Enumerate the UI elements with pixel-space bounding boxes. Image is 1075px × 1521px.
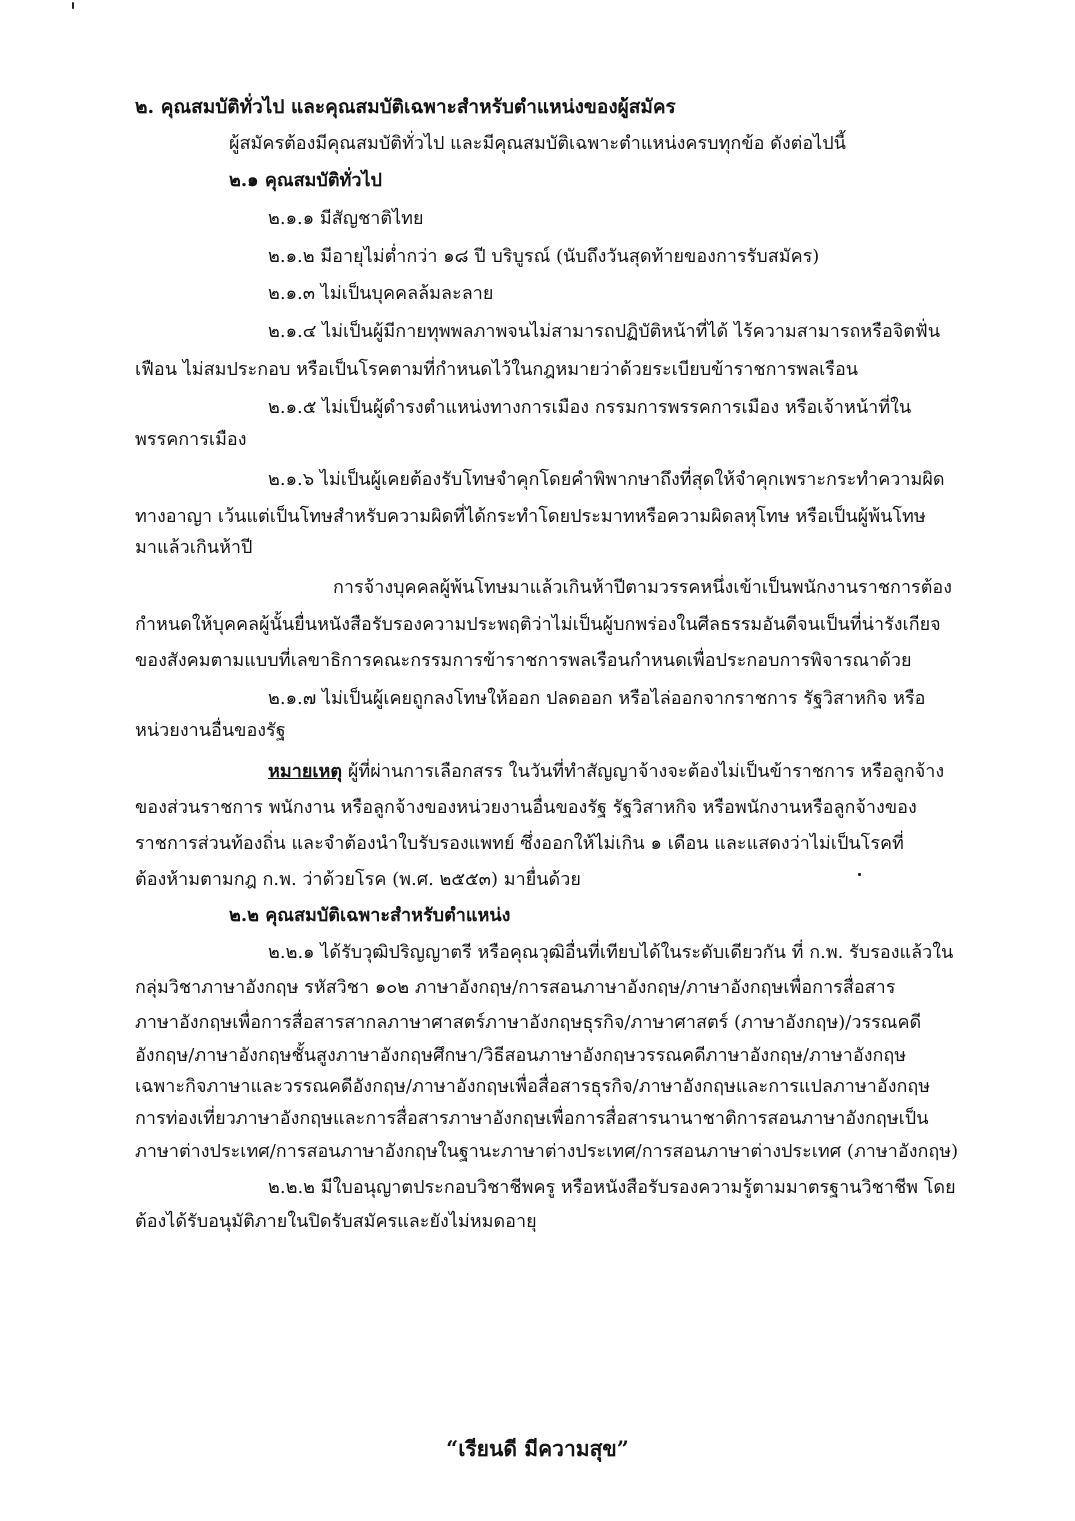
general-heading: ๒.๑ คุณสมบัติทั่วไป (229, 170, 382, 191)
general-item-4-line: ๒.๑.๔ ไม่เป็นผู้มีกายทุพพลภาพจนไม่สามารถปฏิบัติหน้าที่ได้ ไร้ความสามารถหรือจิตฟั่น (268, 321, 941, 342)
specific-item-1-line: ๒.๒.๑ ได้รับวุฒิปริญญาตรี หรือคุณวุฒิอื่นที่เทียบได้ในระดับเดียวกัน ที่ ก.พ. รับรองแล้วใน (268, 942, 954, 963)
footer-motto: “เรียนดี มีความสุข” (446, 1436, 629, 1461)
general-item-6-line: มาแล้วเกินห้าปี (135, 537, 253, 558)
general-item-6-note-line: กำหนดให้บุคคลผู้นั้นยื่นหนังสือรับรองความประพฤติว่าไม่เป็นผู้บกพร่องในศีลธรรมอันดีจนเป็นที่น่ารังเกียจ (135, 614, 941, 635)
general-item-7-line: ๒.๑.๗ ไม่เป็นผู้เคยถูกลงโทษให้ออก ปลดออก หรือไล่ออกจากราชการ รัฐวิสาหกิจ หรือ (268, 688, 926, 709)
specific-item-1-line: เฉพาะกิจภาษาและวรรณคดีอังกฤษ/ภาษาอังกฤษเพื่อสื่อสารธุรกิจ/ภาษาอังกฤษและการแปลภาษาอังกฤษ (135, 1076, 931, 1097)
general-item-4-line: เฟือน ไม่สมประกอบ หรือเป็นโรคตามที่กำหนดไว้ในกฎหมายว่าด้วยระเบียบข้าราชการพลเรือน (135, 359, 859, 380)
general-item-1: ๒.๑.๑ มีสัญชาติไทย (268, 208, 424, 229)
general-item-5-line: พรรคการเมือง (135, 429, 247, 450)
section-heading: ๒. คุณสมบัติทั่วไป และคุณสมบัติเฉพาะสำหรับตำแหน่งของผู้สมัคร (135, 96, 676, 118)
general-item-2: ๒.๑.๒ มีอายุไม่ต่ำกว่า ๑๘ ปี บริบูรณ์ (นับถึงวันสุดท้ายของการรับสมัคร) (268, 246, 820, 267)
remark-line: ราชการส่วนท้องถิ่น และจำต้องนำใบรับรองแพทย์ ซึ่งออกให้ไม่เกิน ๑ เดือน และแสดงว่าไม่เป็นโรคที่ (135, 833, 904, 854)
general-item-6-line: ทางอาญา เว้นแต่เป็นโทษสำหรับความผิดที่ได้กระทำโดยประมาทหรือความผิดลหุโทษ หรือเป็นผู้พ้นโทษ (135, 506, 926, 527)
specific-item-1-line: ภาษาอังกฤษเพื่อการสื่อสารสากลภาษาศาสตร์ภาษาอังกฤษธุรกิจ/ภาษาศาสตร์ (ภาษาอังกฤษ)/วรรณคดี (135, 1012, 922, 1033)
specific-heading: ๒.๒ คุณสมบัติเฉพาะสำหรับตำแหน่ง (229, 905, 511, 926)
general-item-7-line: หน่วยงานอื่นของรัฐ (135, 720, 286, 741)
remark-first-line (268, 757, 944, 787)
general-item-6-line: ๒.๑.๖ ไม่เป็นผู้เคยต้องรับโทษจำคุกโดยคำพิพากษาถึงที่สุดให้จำคุกเพราะกระทำความผิด (268, 469, 945, 490)
remark-label: หมายเหตุ (268, 761, 343, 782)
remark-line: ของส่วนราชการ พนักงาน หรือลูกจ้างของหน่วยงานอื่นของรัฐ รัฐวิสาหกิจ หรือพนักงานหรือลูกจ้างของ (135, 797, 917, 818)
scan-speck (72, 2, 74, 9)
specific-item-2-line: ๒.๒.๒ มีใบอนุญาตประกอบวิชาชีพครู หรือหนังสือรับรองความรู้ตามมาตรฐานวิชาชีพ โดย (268, 1177, 956, 1198)
section-intro: ผู้สมัครต้องมีคุณสมบัติทั่วไป และมีคุณสมบัติเฉพาะตำแหน่งครบทุกข้อ ดังต่อไปนี้ (229, 133, 846, 154)
general-item-5-line: ๒.๑.๕ ไม่เป็นผู้ดำรงตำแหน่งทางการเมือง กรรมการพรรคการเมือง หรือเจ้าหน้าที่ใน (268, 397, 912, 418)
remark-line: ต้องห้ามตามกฎ ก.พ. ว่าด้วยโรค (พ.ศ. ๒๕๕๓) มายื่นด้วย (135, 869, 581, 890)
specific-item-1-line: การท่องเที่ยวภาษาอังกฤษและการสื่อสารภาษาอังกฤษเพื่อการสื่อสารนานาชาติการสอนภาษาอังกฤษเป็น (135, 1108, 929, 1129)
general-item-6-note-line: การจ้างบุคคลผู้พ้นโทษมาแล้วเกินห้าปีตามวรรคหนึ่งเข้าเป็นพนักงานราชการต้อง (333, 577, 953, 598)
remark-text: ผู้ที่ผ่านการเลือกสรร ในวันที่ทำสัญญาจ้างจะต้องไม่เป็นข้าราชการ หรือลูกจ้าง (342, 761, 945, 782)
general-item-6-note-line: ของสังคมตามแบบที่เลขาธิการคณะกรรมการข้าราชการพลเรือนกำหนดเพื่อประกอบการพิจารณาด้วย (135, 650, 912, 671)
specific-item-1-line: กลุ่มวิชาภาษาอังกฤษ รหัสวิชา ๑๐๒ ภาษาอังกฤษ/การสอนภาษาอังกฤษ/ภาษาอังกฤษเพื่อการสื่อสาร (135, 977, 896, 998)
specific-item-2-line: ต้องได้รับอนุมัติภายในปิดรับสมัครและยังไม่หมดอายุ (135, 1211, 537, 1232)
general-item-3: ๒.๑.๓ ไม่เป็นบุคคลล้มละลาย (268, 283, 494, 304)
scan-speck (858, 873, 861, 876)
specific-item-1-line: ภาษาต่างประเทศ/การสอนภาษาอังกฤษในฐานะภาษาต่างประเทศ/การสอนภาษาต่างประเทศ (ภาษาอังกฤษ) (135, 1141, 959, 1162)
specific-item-1-line: อังกฤษ/ภาษาอังกฤษชั้นสูงภาษาอังกฤษศึกษา/วิธีสอนภาษาอังกฤษวรรณคดีภาษาอังกฤษ/ภาษาอังกฤษ (135, 1045, 907, 1066)
